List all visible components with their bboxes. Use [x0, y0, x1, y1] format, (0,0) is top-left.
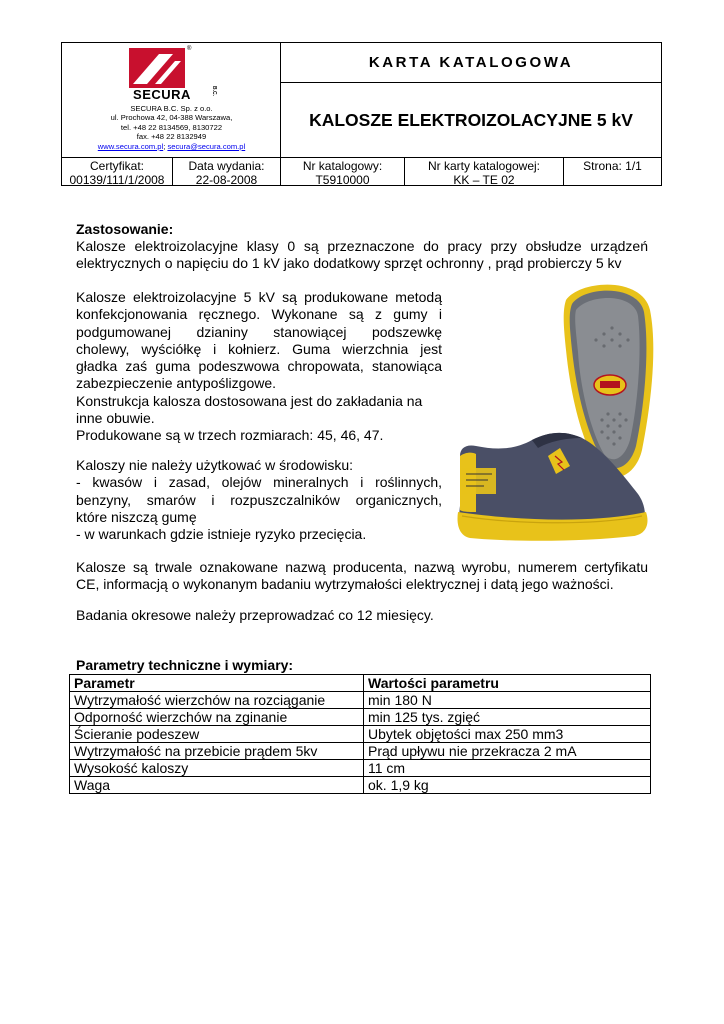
brand-suffix: B.C. [211, 86, 217, 96]
cell-label: Nr karty katalogowej: [427, 159, 541, 173]
parameters-heading: Parametry techniczne i wymiary: [76, 657, 294, 673]
text-line: benzyny, smarów i rozpuszczalników organicznych, [76, 491, 442, 508]
param-value: 11 cm [364, 760, 651, 777]
table-row [70, 692, 651, 709]
product-title: KALOSZE ELEKTROIZOLACYJNE 5 kV [309, 109, 633, 130]
marking-text [76, 559, 648, 594]
text-line: Kalosze są trwale oznakowane nazwą producenta, nazwą wyrobu, numerem certyfikatu [76, 559, 648, 575]
param-value: min 180 N [364, 692, 651, 709]
header-info-row [62, 157, 661, 185]
issue-date-cell [173, 158, 281, 185]
boots-photo [452, 280, 656, 542]
param-name: Odporność wierzchów na zginanie [70, 709, 364, 726]
column-header: Wartości parametru [364, 675, 651, 692]
param-value: ok. 1,9 kg [364, 777, 651, 794]
email-link[interactable]: secura@secura.com.pl [167, 141, 246, 151]
text-line: Konstrukcja kalosza dostosowana jest do zakładania na [76, 392, 423, 409]
catalog-number-cell [281, 158, 405, 185]
header-table [61, 42, 662, 186]
website-link[interactable]: www.secura.com.pl [97, 141, 164, 151]
param-value: min 125 tys. zgięć [364, 709, 651, 726]
certificate-cell [62, 158, 173, 185]
cell-label: Certyfikat: [89, 159, 144, 173]
param-name: Wytrzymałość wierzchów na rozciąganie [70, 692, 364, 709]
periodic-testing-text: Badania okresowe należy przeprowadzać co 12 miesięcy. [76, 607, 434, 623]
param-name: Ścieranie podeszew [70, 726, 364, 743]
text-line: cholewy, wyściółkę i kołnierz. Guma wierzchnia jest [76, 340, 442, 357]
address-line: SECURA B.C. Sp. z o.o. [130, 104, 213, 113]
text-line: Kalosze elektroizolacyjne 5 kV są produkowane metodą [76, 289, 442, 305]
document-type-title: KARTA KATALOGOWA [281, 43, 661, 83]
text-line: gładka zaś guma podeszwowa chropowata, stanowiąca [76, 358, 442, 375]
company-block [62, 43, 281, 157]
text-line: konfekcjonowania ręcznego. Wykonane są z gumy i [76, 306, 442, 323]
param-value: Prąd upływu nie przekracza 2 mA [364, 743, 651, 760]
text-line: Kalosze elektroizolacyjne klasy 0 są przeznaczone do pracy przy obsłudze urządzeń [76, 238, 648, 254]
table-row [70, 777, 651, 794]
table-row [70, 726, 651, 743]
cell-label: Strona: 1/1 [583, 159, 642, 173]
column-header: Parametr [70, 675, 364, 692]
text-line: które niszczą gumę [76, 508, 197, 525]
parameters-table [69, 674, 651, 794]
text-line: CE, informacją o wykonanym badaniu wytrzymałości elektrycznej i datą jego ważności. [76, 576, 614, 593]
param-value: Ubytek objętości max 250 mm3 [364, 726, 651, 743]
cell-value: 00139/111/1/2008 [69, 173, 165, 187]
text-line: inne obuwie. [76, 410, 155, 427]
address-line: ul. Prochowa 42, 04-388 Warszawa, [110, 113, 233, 123]
usage-text [76, 238, 648, 273]
link-separator: ; [163, 141, 168, 151]
param-name: Wysokość kaloszy [70, 760, 364, 777]
catalog-card-number-cell [405, 158, 564, 185]
cell-label: Nr katalogowy: [302, 159, 383, 173]
company-address [62, 104, 281, 151]
contact-links [62, 142, 281, 151]
description-text [76, 289, 442, 445]
text-line: Produkowane są w trzech rozmiarach: 45, 46, 47. [76, 427, 384, 444]
table-row [70, 743, 651, 760]
param-name: Wytrzymałość na przebicie prądem 5kv [70, 743, 364, 760]
table-row [70, 709, 651, 726]
warnings-text [76, 457, 442, 543]
text-line: Kaloszy nie należy użytkować w środowisku: [76, 457, 354, 473]
text-line: zabezpieczenie antypoślizgowe. [76, 375, 277, 392]
address-line: tel. +48 22 8134569, 8130722 [120, 122, 223, 132]
param-name: Waga [70, 777, 364, 794]
table-row [70, 760, 651, 777]
text-line: elektrycznych o napięciu do 1 kV jako dodatkowy sprzęt ochronny , prąd probierczy 5 kv [76, 255, 622, 272]
registered-mark: ® [187, 46, 192, 52]
cell-label: Data wydania: [188, 159, 265, 173]
address-line: fax. +48 22 8132949 [136, 132, 207, 142]
usage-heading: Zastosowanie: [76, 221, 174, 237]
secura-logo-icon [129, 48, 185, 88]
cell-value: 22-08-2008 [195, 173, 258, 187]
cell-value: T5910000 [315, 173, 370, 187]
text-line: - kwasów i zasad, olejów mineralnych i roślinnych, [76, 474, 442, 491]
cell-value: KK – TE 02 [453, 173, 515, 187]
text-line: podgumowanej dzianiny stanowiącej podszewkę [76, 323, 442, 340]
page-number-cell [564, 158, 661, 185]
text-line: - w warunkach gdzie istnieje ryzyko przecięcia. [76, 526, 367, 543]
brand-name: SECURA [133, 87, 191, 102]
table-header-row [70, 675, 651, 692]
